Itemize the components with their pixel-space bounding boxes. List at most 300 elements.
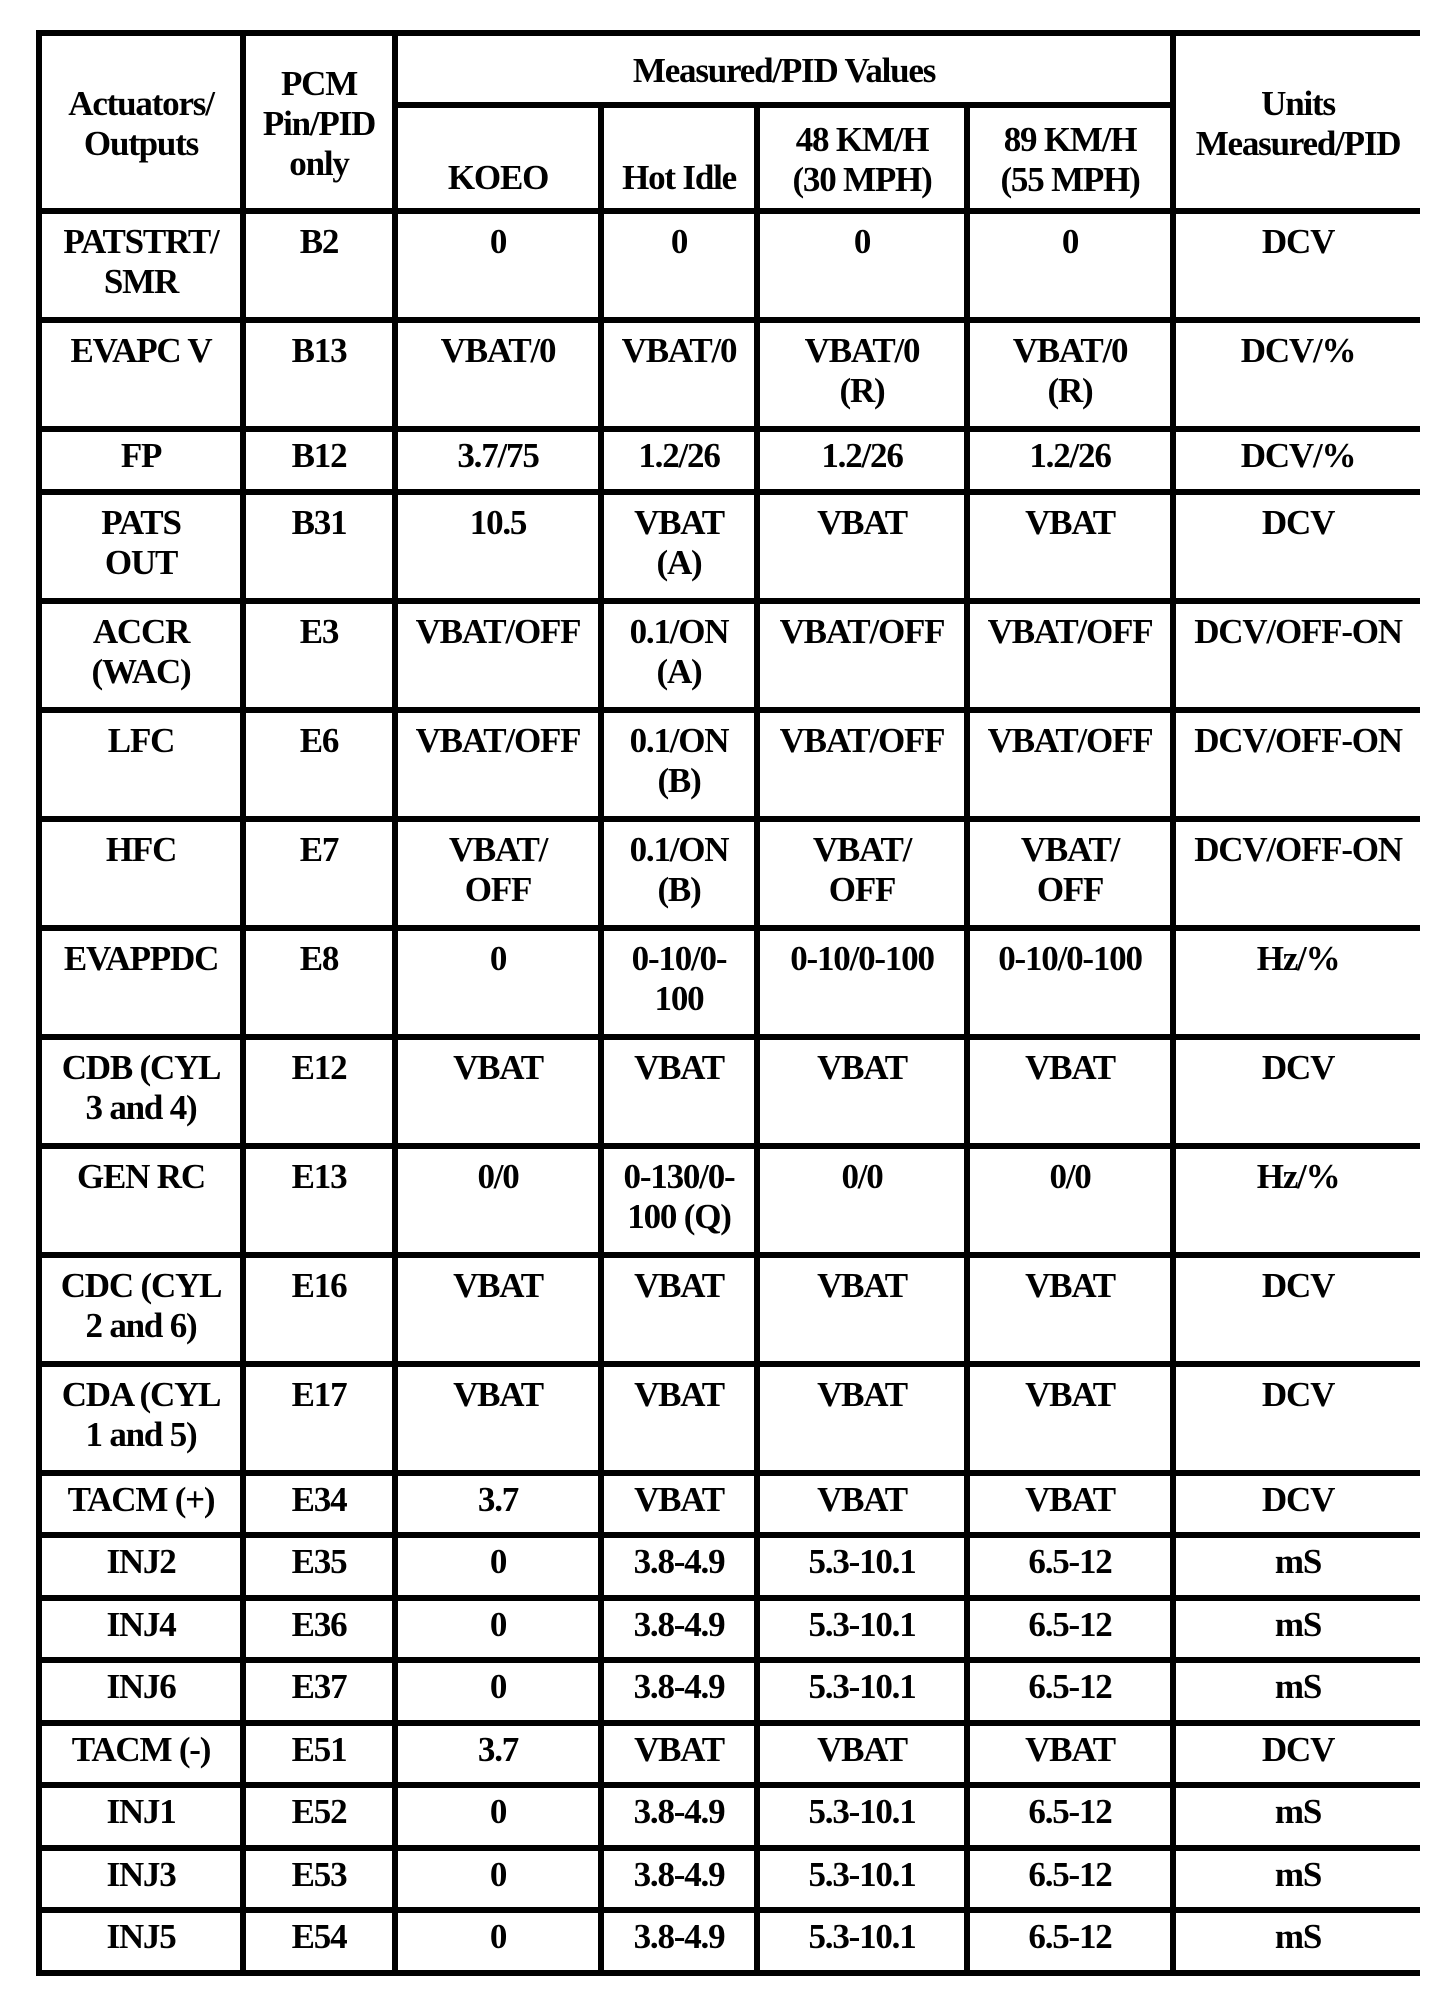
cell-units [1176, 604, 1420, 707]
cell-pcm-pin [246, 1258, 392, 1361]
cell-koeo [398, 495, 598, 598]
cell-line: E52 [291, 1792, 347, 1832]
cell-line: 0 [489, 938, 507, 978]
cell-line: E36 [291, 1604, 347, 1644]
cell-line: VBAT [453, 1374, 543, 1414]
cell-kmh89 [970, 1367, 1170, 1470]
cell-line: VBAT/OFF [779, 611, 945, 651]
cell-hot-idle [604, 214, 754, 317]
cell-line: HFC [105, 829, 177, 869]
cell-line: mS [1274, 1542, 1322, 1582]
cell-hot-idle [604, 1149, 754, 1252]
cell-actuator [42, 1149, 240, 1252]
cell-actuator [42, 1040, 240, 1143]
cell-line: 3.7/75 [457, 436, 539, 475]
cell-line: E16 [291, 1265, 347, 1305]
cell-line: B13 [291, 331, 347, 370]
cell-kmh89 [970, 214, 1170, 317]
cell-line: 5.3-10.1 [808, 1917, 916, 1957]
cell-line: INJ1 [106, 1792, 176, 1832]
cell-units [1176, 1663, 1420, 1720]
cell-line: PATSTRT/ [63, 222, 219, 261]
cell-line: 0 [853, 222, 871, 261]
cell-hot-idle [604, 323, 754, 426]
cell-line: 10.5 [469, 502, 527, 542]
cell-line: 3 and 4) [85, 1087, 197, 1127]
cell-kmh89 [970, 1476, 1170, 1533]
cell-line: TACM (-) [71, 1729, 211, 1769]
cell-kmh48 [760, 713, 964, 816]
cell-koeo [398, 1367, 598, 1470]
table-row [42, 1258, 1420, 1361]
cell-line: GEN RC [77, 1156, 205, 1196]
cell-hot-idle [604, 822, 754, 925]
cell-line: VBAT/OFF [987, 720, 1153, 760]
table-row [42, 1913, 1420, 1970]
cell-actuator [42, 713, 240, 816]
cell-koeo [398, 1258, 598, 1361]
cell-line: INJ3 [106, 1854, 176, 1894]
cell-line: DCV/OFF-ON [1194, 611, 1402, 651]
cell-units [1176, 931, 1420, 1034]
cell-koeo [398, 432, 598, 489]
cell-kmh48 [760, 1726, 964, 1783]
cell-line: 0 [489, 222, 507, 261]
cell-line: 6.5-12 [1028, 1792, 1112, 1832]
cell-line: 0 [489, 1917, 507, 1957]
cell-koeo [398, 1040, 598, 1143]
cell-line: VBAT [817, 1047, 907, 1087]
cell-kmh48 [760, 432, 964, 489]
cell-pcm-pin [246, 1913, 392, 1970]
cell-kmh48 [760, 604, 964, 707]
cell-line: VBAT [1025, 1729, 1115, 1769]
cell-pcm-pin [246, 1601, 392, 1658]
cell-units [1176, 1367, 1420, 1470]
cell-line: VBAT [817, 1479, 907, 1519]
cell-line: PATS [101, 502, 181, 542]
cell-line: (WAC) [91, 651, 191, 691]
cell-line: (R) [1047, 371, 1093, 410]
cell-kmh89 [970, 1040, 1170, 1143]
cell-kmh48 [760, 1601, 964, 1658]
cell-line: E37 [291, 1667, 347, 1707]
cell-line: 6.5-12 [1028, 1542, 1112, 1582]
cell-line: 0 [489, 1667, 507, 1707]
cell-line: mS [1274, 1917, 1322, 1957]
cell-line: VBAT/ [448, 829, 548, 869]
cell-line: VBAT/0 [804, 331, 920, 370]
cell-pcm-pin [246, 1788, 392, 1845]
cell-koeo [398, 822, 598, 925]
cell-kmh48 [760, 1913, 964, 1970]
cell-koeo [398, 604, 598, 707]
cell-kmh89 [970, 1538, 1170, 1595]
cell-kmh89 [970, 931, 1170, 1034]
cell-line: VBAT [634, 1729, 724, 1769]
header-koeo: KOEO [398, 108, 598, 208]
header-hot-idle: Hot Idle [604, 108, 754, 208]
cell-kmh89 [970, 1726, 1170, 1783]
cell-units [1176, 1913, 1420, 1970]
cell-units [1176, 1149, 1420, 1252]
table-row [42, 1538, 1420, 1595]
table-row [42, 214, 1420, 317]
cell-line: INJ6 [106, 1667, 176, 1707]
cell-line: 0.1/ON [629, 611, 729, 651]
cell-line: (R) [839, 371, 885, 410]
cell-hot-idle [604, 1367, 754, 1470]
cell-pcm-pin [246, 1663, 392, 1720]
cell-kmh48 [760, 495, 964, 598]
table-row [42, 1040, 1420, 1143]
cell-line: E8 [299, 938, 339, 978]
cell-line: 0-10/0- [631, 938, 727, 978]
cell-units [1176, 713, 1420, 816]
cell-kmh89 [970, 432, 1170, 489]
cell-line: INJ4 [106, 1604, 176, 1644]
cell-pcm-pin [246, 1726, 392, 1783]
cell-hot-idle [604, 604, 754, 707]
cell-kmh89 [970, 1149, 1170, 1252]
cell-line: 0/0 [841, 1156, 883, 1196]
cell-line: VBAT/OFF [415, 720, 581, 760]
header-measured-pid-values: Measured/PID Values [398, 36, 1170, 102]
table-row [42, 495, 1420, 598]
cell-line: VBAT [634, 1479, 724, 1519]
cell-line: 6.5-12 [1028, 1667, 1112, 1707]
cell-line: 3.7 [477, 1479, 519, 1519]
cell-line: 0 [489, 1854, 507, 1894]
cell-line: VBAT/0 [440, 331, 556, 370]
cell-koeo [398, 323, 598, 426]
cell-pcm-pin [246, 604, 392, 707]
cell-line: DCV [1261, 502, 1335, 542]
cell-pcm-pin [246, 822, 392, 925]
cell-units [1176, 1601, 1420, 1658]
table-row [42, 1476, 1420, 1533]
cell-line: 3.7 [477, 1729, 519, 1769]
cell-pcm-pin [246, 432, 392, 489]
cell-line: mS [1274, 1854, 1322, 1894]
cell-actuator [42, 1913, 240, 1970]
cell-line: DCV [1261, 1479, 1335, 1519]
cell-kmh48 [760, 1258, 964, 1361]
cell-kmh89 [970, 1851, 1170, 1908]
cell-actuator [42, 604, 240, 707]
cell-kmh48 [760, 214, 964, 317]
cell-line: 0 [1061, 222, 1079, 261]
cell-line: 100 [654, 978, 704, 1018]
cell-line: VBAT/OFF [415, 611, 581, 651]
cell-line: 0 [670, 222, 688, 261]
cell-line: 6.5-12 [1028, 1917, 1112, 1957]
cell-line: VBAT/0 [1012, 331, 1128, 370]
cell-line: 5.3-10.1 [808, 1792, 916, 1832]
cell-koeo [398, 1601, 598, 1658]
cell-line: FP [120, 436, 162, 475]
cell-line: EVAPPDC [63, 938, 219, 978]
cell-line: DCV/% [1240, 436, 1356, 475]
cell-kmh89 [970, 1788, 1170, 1845]
cell-line: INJ5 [106, 1917, 176, 1957]
table-body [42, 214, 1420, 1970]
cell-line: DCV [1261, 1729, 1335, 1769]
cell-line: 3.8-4.9 [633, 1792, 725, 1832]
table-header [42, 36, 1420, 208]
cell-line: VBAT [634, 1374, 724, 1414]
cell-koeo [398, 214, 598, 317]
cell-actuator [42, 1663, 240, 1720]
cell-line: 6.5-12 [1028, 1854, 1112, 1894]
cell-actuator [42, 1601, 240, 1658]
cell-line: E51 [291, 1729, 347, 1769]
cell-hot-idle [604, 1851, 754, 1908]
cell-units [1176, 1788, 1420, 1845]
cell-line: 1.2/26 [1029, 436, 1111, 475]
cell-line: 1.2/26 [638, 436, 720, 475]
cell-line: VBAT [634, 1047, 724, 1087]
cell-line: E17 [291, 1374, 347, 1414]
cell-pcm-pin [246, 713, 392, 816]
cell-pcm-pin [246, 323, 392, 426]
table-row [42, 1367, 1420, 1470]
cell-line: TACM (+) [67, 1479, 215, 1519]
cell-line: 2 and 6) [85, 1305, 197, 1345]
cell-koeo [398, 1851, 598, 1908]
cell-line: 0-10/0-100 [998, 938, 1142, 978]
cell-line: SMR [103, 262, 179, 301]
cell-line: mS [1274, 1792, 1322, 1832]
cell-line: E34 [291, 1479, 347, 1519]
cell-actuator [42, 323, 240, 426]
cell-pcm-pin [246, 495, 392, 598]
cell-actuator [42, 1258, 240, 1361]
cell-kmh48 [760, 1476, 964, 1533]
cell-units [1176, 1476, 1420, 1533]
cell-line: 0 [489, 1542, 507, 1582]
cell-line: DCV [1261, 1047, 1335, 1087]
header-pcm-pin-pid: PCM Pin/PID only [246, 36, 392, 208]
cell-line: VBAT/ [812, 829, 912, 869]
table-row [42, 1663, 1420, 1720]
cell-hot-idle [604, 1040, 754, 1143]
cell-line: CDA (CYL [61, 1374, 221, 1414]
cell-line: (B) [657, 760, 701, 800]
cell-line: VBAT/0 [621, 331, 737, 370]
header-48-kmh: 48 KM/H (30 MPH) [760, 108, 964, 208]
cell-hot-idle [604, 1663, 754, 1720]
cell-line: CDB (CYL [61, 1047, 221, 1087]
cell-line: VBAT [1025, 1374, 1115, 1414]
cell-kmh89 [970, 495, 1170, 598]
cell-line: 1 and 5) [85, 1414, 197, 1454]
cell-hot-idle [604, 1601, 754, 1658]
cell-line: Hz/% [1256, 938, 1340, 978]
cell-line: DCV [1261, 222, 1335, 261]
cell-line: DCV [1261, 1374, 1335, 1414]
cell-line: mS [1274, 1604, 1322, 1644]
cell-hot-idle [604, 1476, 754, 1533]
cell-line: 0 [489, 1792, 507, 1832]
cell-units [1176, 214, 1420, 317]
cell-line: VBAT [817, 502, 907, 542]
cell-hot-idle [604, 1726, 754, 1783]
table-row [42, 323, 1420, 426]
cell-actuator [42, 1538, 240, 1595]
cell-line: 6.5-12 [1028, 1604, 1112, 1644]
cell-units [1176, 1538, 1420, 1595]
cell-line: VBAT/OFF [779, 720, 945, 760]
cell-pcm-pin [246, 931, 392, 1034]
cell-koeo [398, 1538, 598, 1595]
cell-koeo [398, 1149, 598, 1252]
cell-line: VBAT/OFF [987, 611, 1153, 651]
cell-actuator [42, 495, 240, 598]
cell-line: Hz/% [1256, 1156, 1340, 1196]
cell-line: VBAT [1025, 1047, 1115, 1087]
cell-line: (A) [656, 651, 702, 691]
cell-actuator [42, 931, 240, 1034]
cell-line: LFC [107, 720, 175, 760]
cell-line: 5.3-10.1 [808, 1604, 916, 1644]
cell-kmh48 [760, 323, 964, 426]
cell-line: E12 [291, 1047, 347, 1087]
cell-kmh48 [760, 1788, 964, 1845]
spec-table [36, 30, 1426, 1976]
cell-units [1176, 495, 1420, 598]
cell-units [1176, 1726, 1420, 1783]
cell-line: OFF [1036, 869, 1104, 909]
cell-line: 0/0 [477, 1156, 519, 1196]
cell-line: OFF [828, 869, 896, 909]
cell-koeo [398, 713, 598, 816]
cell-line: B12 [291, 436, 347, 475]
cell-kmh48 [760, 1040, 964, 1143]
cell-line: 3.8-4.9 [633, 1667, 725, 1707]
cell-kmh89 [970, 1601, 1170, 1658]
cell-kmh89 [970, 323, 1170, 426]
cell-kmh48 [760, 1538, 964, 1595]
cell-line: 3.8-4.9 [633, 1604, 725, 1644]
cell-pcm-pin [246, 1367, 392, 1470]
cell-line: VBAT [1025, 502, 1115, 542]
table-row [42, 1726, 1420, 1783]
cell-line: CDC (CYL [60, 1265, 222, 1305]
cell-units [1176, 822, 1420, 925]
cell-units [1176, 432, 1420, 489]
cell-pcm-pin [246, 1851, 392, 1908]
cell-line: VBAT [453, 1047, 543, 1087]
table-row [42, 432, 1420, 489]
cell-line: 0.1/ON [629, 829, 729, 869]
cell-koeo [398, 1788, 598, 1845]
cell-actuator [42, 822, 240, 925]
cell-line: E54 [291, 1917, 347, 1957]
cell-koeo [398, 931, 598, 1034]
cell-line: 0/0 [1049, 1156, 1091, 1196]
cell-line: VBAT [817, 1265, 907, 1305]
cell-koeo [398, 1726, 598, 1783]
cell-hot-idle [604, 931, 754, 1034]
cell-koeo [398, 1913, 598, 1970]
cell-kmh89 [970, 1913, 1170, 1970]
cell-pcm-pin [246, 214, 392, 317]
cell-units [1176, 1851, 1420, 1908]
cell-hot-idle [604, 1538, 754, 1595]
cell-actuator [42, 432, 240, 489]
cell-line: 1.2/26 [821, 436, 903, 475]
table-row [42, 1149, 1420, 1252]
cell-line: 3.8-4.9 [633, 1917, 725, 1957]
cell-line: (B) [657, 869, 701, 909]
cell-line: E13 [291, 1156, 347, 1196]
cell-koeo [398, 1476, 598, 1533]
cell-line: E7 [299, 829, 339, 869]
cell-kmh48 [760, 1367, 964, 1470]
cell-units [1176, 323, 1420, 426]
cell-line: VBAT [634, 502, 724, 542]
cell-kmh89 [970, 1258, 1170, 1361]
cell-line: B2 [299, 222, 339, 261]
cell-koeo [398, 1663, 598, 1720]
cell-line: (A) [656, 542, 702, 582]
cell-hot-idle [604, 1788, 754, 1845]
cell-pcm-pin [246, 1538, 392, 1595]
cell-line: mS [1274, 1667, 1322, 1707]
cell-kmh48 [760, 1851, 964, 1908]
cell-line: 5.3-10.1 [808, 1854, 916, 1894]
cell-kmh48 [760, 822, 964, 925]
cell-pcm-pin [246, 1040, 392, 1143]
cell-kmh89 [970, 822, 1170, 925]
cell-line: 0-130/0- [623, 1156, 735, 1196]
cell-line: DCV [1261, 1265, 1335, 1305]
cell-actuator [42, 1851, 240, 1908]
cell-kmh89 [970, 713, 1170, 816]
cell-hot-idle [604, 495, 754, 598]
cell-line: 5.3-10.1 [808, 1667, 916, 1707]
cell-line: VBAT [1025, 1265, 1115, 1305]
header-89-kmh: 89 KM/H (55 MPH) [970, 108, 1170, 208]
cell-hot-idle [604, 1258, 754, 1361]
cell-line: 3.8-4.9 [633, 1542, 725, 1582]
cell-units [1176, 1040, 1420, 1143]
cell-pcm-pin [246, 1149, 392, 1252]
cell-line: VBAT [1025, 1479, 1115, 1519]
cell-kmh48 [760, 1149, 964, 1252]
spec-table-sheet [36, 30, 1420, 1976]
cell-line: DCV/% [1240, 331, 1356, 370]
cell-line: 0.1/ON [629, 720, 729, 760]
cell-line: 3.8-4.9 [633, 1854, 725, 1894]
cell-kmh48 [760, 1663, 964, 1720]
cell-line: 5.3-10.1 [808, 1542, 916, 1582]
cell-actuator [42, 1367, 240, 1470]
cell-line: DCV/OFF-ON [1194, 829, 1402, 869]
cell-line: VBAT [817, 1374, 907, 1414]
table-row [42, 822, 1420, 925]
cell-line: DCV/OFF-ON [1194, 720, 1402, 760]
cell-kmh89 [970, 604, 1170, 707]
cell-hot-idle [604, 1913, 754, 1970]
header-actuators-outputs: Actuators/ Outputs [42, 36, 240, 208]
cell-line: E53 [291, 1854, 347, 1894]
cell-line: E3 [299, 611, 339, 651]
cell-line: 100 (Q) [627, 1196, 731, 1236]
table-row [42, 1851, 1420, 1908]
cell-hot-idle [604, 432, 754, 489]
